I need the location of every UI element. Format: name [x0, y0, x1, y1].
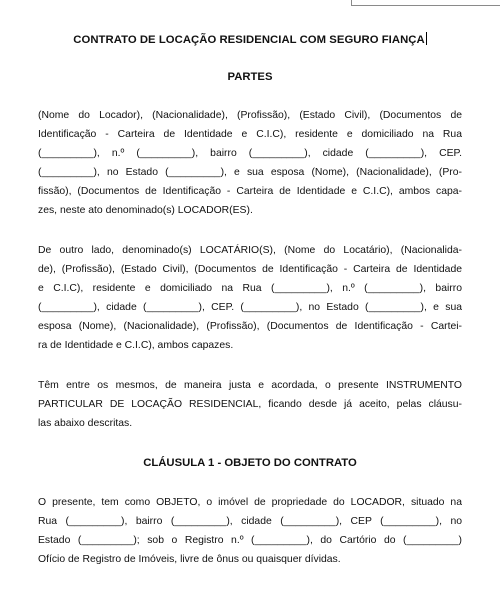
section-heading-clausula-1: CLÁUSULA 1 - OBJETO DO CONTRATO — [143, 457, 357, 469]
text-line: (Nome do Locador), (Nacionalidade), (Profissão), (Estado Civil), (Documentos de — [38, 110, 462, 121]
text-line: esposa (Nome), (Nacionalidade), (Profissão), (Documentos de Identificação - Cartei- — [38, 321, 462, 332]
paragraph-locador — [38, 106, 462, 220]
document-title-text: CONTRATO DE LOCAÇÃO RESIDENCIAL COM SEGURO FIANÇA — [73, 34, 425, 46]
text-line: Têm entre os mesmos, de maneira justa e acordada, o presente INSTRUMENTO — [38, 380, 462, 391]
paragraph-instrumento — [38, 376, 462, 433]
text-line: O presente, tem como OBJETO, o imóvel de propriedade do LOCADOR, situado na — [38, 497, 462, 508]
text-line: (_________), no Estado (_________), e sua esposa (Nome), (Nacionalidade), (Pro- — [38, 167, 462, 178]
text-line: (_________), cidade (_________), CEP. (_________), no Estado (_________), e sua — [38, 302, 462, 313]
text-line: e C.I.C), residente e domiciliado na Rua (_________), n.º (_________), bairro — [38, 283, 462, 294]
paragraph-objeto — [38, 493, 462, 569]
text-line: Estado (_________); sob o Registro n.º (_________), do Cartório do (_________) — [38, 535, 462, 546]
section-heading-partes: PARTES — [227, 71, 273, 83]
text-line: De outro lado, denominado(s) LOCATÁRIO(S), (Nome do Locatário), (Nacionalida- — [38, 245, 462, 256]
text-line: Ofício de Registro de Imóveis, livre de ônus ou quaisquer dívidas. — [38, 554, 341, 565]
text-line: PARTICULAR DE LOCAÇÃO RESIDENCIAL, ficando desde já aceito, pelas cláusu- — [38, 399, 462, 410]
text-line: Rua (_________), bairro (_________), cidade (_________), CEP (_________), no — [38, 516, 462, 527]
text-line: Identificação - Carteira de Identidade e C.I.C), residente e domiciliado na Rua — [38, 129, 462, 140]
text-line: (_________), n.º (_________), bairro (_________), cidade (_________), CEP. — [38, 148, 462, 159]
text-line: fissão), (Documentos de Identificação - Carteira de Identidade e C.I.C), ambos capa- — [38, 186, 462, 197]
text-cursor — [426, 32, 427, 45]
text-line: zes, neste ato denominado(s) LOCADOR(ES). — [38, 205, 253, 216]
document-title — [0, 32, 500, 46]
paragraph-locatario — [38, 241, 462, 355]
text-line: de), (Profissão), (Estado Civil), (Documentos de Identificação - Carteira de Identidade — [38, 264, 462, 275]
text-line: ra de Identidade e C.I.C), ambos capazes. — [38, 340, 234, 351]
text-line: las abaixo descritas. — [38, 418, 133, 429]
